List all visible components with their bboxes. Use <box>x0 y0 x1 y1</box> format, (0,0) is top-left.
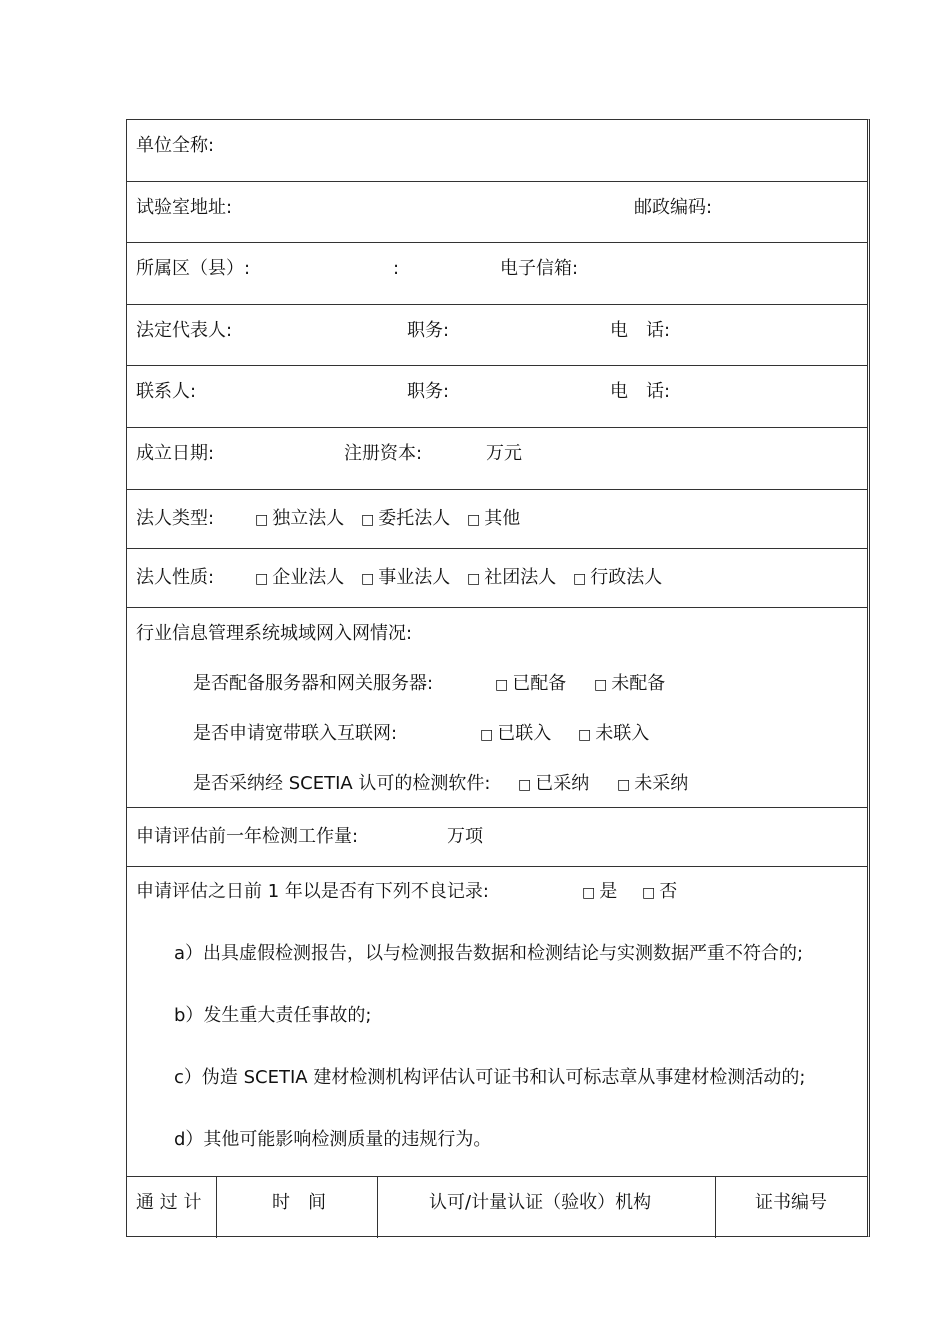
row-legal-nature <box>127 549 867 608</box>
checkbox-icon[interactable]: □ <box>361 512 375 528</box>
checkbox-icon[interactable]: □ <box>582 885 596 901</box>
bad-records-option-yes[interactable] <box>582 880 617 905</box>
option-label: 委托法人 <box>378 508 451 529</box>
option-label: 其他 <box>484 508 521 529</box>
network-label: 行业信息管理系统城域网入网情况: <box>136 623 413 644</box>
server-option-yes[interactable] <box>495 672 566 697</box>
legal-nature-option[interactable] <box>361 566 450 591</box>
software-option-yes[interactable] <box>518 772 589 797</box>
option-label: 企业法人 <box>272 567 345 588</box>
checkbox-icon[interactable]: □ <box>467 512 481 528</box>
checkbox-icon[interactable]: □ <box>518 777 532 793</box>
capital-label: 注册资本: <box>344 443 423 464</box>
row-legal-rep <box>127 305 867 366</box>
district-colon: : <box>393 258 400 279</box>
checkbox-icon[interactable]: □ <box>573 571 587 587</box>
bad-records-label: 申请评估之日前 1 年以是否有下列不良记录: <box>136 881 489 902</box>
option-label: 事业法人 <box>378 567 451 588</box>
postal-code-label: 邮政编码: <box>634 197 713 218</box>
checkbox-icon[interactable]: □ <box>617 777 631 793</box>
legal-rep-phone-label: 电 话: <box>610 320 671 341</box>
legal-rep-position-label: 职务: <box>407 320 450 341</box>
row-lab-address <box>127 182 867 243</box>
legal-type-label: 法人类型: <box>136 508 215 529</box>
broadband-option-no[interactable] <box>578 722 649 747</box>
option-label: 否 <box>659 881 678 902</box>
column-divider <box>377 1177 378 1238</box>
checkbox-icon[interactable]: □ <box>255 571 269 587</box>
bad-record-item: c）伪造 SCETIA 建材检测机构评估认可证书和认可标志章从事建材检测活动的; <box>174 1067 806 1088</box>
server-question: 是否配备服务器和网关服务器: <box>193 673 434 694</box>
legal-rep-label: 法定代表人: <box>136 320 233 341</box>
broadband-option-yes[interactable] <box>480 722 551 747</box>
email-label: 电子信箱: <box>500 258 579 279</box>
checkbox-icon[interactable]: □ <box>642 885 656 901</box>
checkbox-icon[interactable]: □ <box>255 512 269 528</box>
checkbox-icon[interactable]: □ <box>594 677 608 693</box>
cert-col-number: 证书编号 <box>755 1192 827 1213</box>
server-option-no[interactable] <box>594 672 665 697</box>
bad-record-item: b）发生重大责任事故的; <box>174 1005 372 1026</box>
workload-label: 申请评估前一年检测工作量: <box>136 826 359 847</box>
row-cert-header <box>127 1177 867 1238</box>
row-district <box>127 243 867 305</box>
cert-col-agency: 认可/计量认证（验收）机构 <box>429 1192 652 1213</box>
district-label: 所属区（县）: <box>136 258 251 279</box>
legal-nature-option[interactable] <box>467 566 556 591</box>
row-workload <box>127 808 867 867</box>
checkbox-icon[interactable]: □ <box>480 727 494 743</box>
cert-col-time: 时 间 <box>272 1192 326 1213</box>
row-unit-name <box>127 120 867 182</box>
unit-name-label: 单位全称: <box>136 135 215 156</box>
option-label: 已配备 <box>512 673 567 694</box>
bad-record-item: a）出具虚假检测报告，以与检测报告数据和检测结论与实测数据严重不符合的; <box>174 943 804 964</box>
checkbox-icon[interactable]: □ <box>578 727 592 743</box>
contact-phone-label: 电 话: <box>610 381 671 402</box>
column-divider <box>715 1177 716 1238</box>
contact-position-label: 职务: <box>407 381 450 402</box>
checkbox-icon[interactable]: □ <box>361 571 375 587</box>
legal-type-option[interactable] <box>361 507 450 532</box>
legal-nature-option[interactable] <box>573 566 662 591</box>
software-option-no[interactable] <box>617 772 688 797</box>
row-founding <box>127 428 867 490</box>
row-bad-records <box>127 867 867 1177</box>
founding-date-label: 成立日期: <box>136 443 215 464</box>
contact-label: 联系人: <box>136 381 197 402</box>
option-label: 已联入 <box>497 723 552 744</box>
legal-nature-option[interactable] <box>255 566 344 591</box>
cert-col-pass: 通 过 计 <box>136 1192 202 1213</box>
option-label: 未联入 <box>595 723 650 744</box>
column-divider <box>216 1177 217 1238</box>
bad-record-item: d）其他可能影响检测质量的违规行为。 <box>174 1129 492 1150</box>
legal-type-option[interactable] <box>255 507 344 532</box>
lab-address-label: 试验室地址: <box>136 197 233 218</box>
option-label: 未配备 <box>611 673 666 694</box>
application-form <box>126 119 870 1237</box>
bad-records-option-no[interactable] <box>642 880 677 905</box>
software-question: 是否采纳经 SCETIA 认可的检测软件: <box>193 773 491 794</box>
capital-unit: 万元 <box>486 443 522 464</box>
row-network <box>127 608 867 808</box>
legal-type-option[interactable] <box>467 507 520 532</box>
checkbox-icon[interactable]: □ <box>467 571 481 587</box>
option-label: 是 <box>599 881 618 902</box>
workload-unit: 万项 <box>447 826 483 847</box>
option-label: 社团法人 <box>484 567 557 588</box>
row-contact <box>127 366 867 428</box>
legal-nature-label: 法人性质: <box>136 567 215 588</box>
option-label: 独立法人 <box>272 508 345 529</box>
checkbox-icon[interactable]: □ <box>495 677 509 693</box>
broadband-question: 是否申请宽带联入互联网: <box>193 723 398 744</box>
option-label: 未采纳 <box>634 773 689 794</box>
option-label: 行政法人 <box>590 567 663 588</box>
row-legal-type <box>127 490 867 549</box>
option-label: 已采纳 <box>535 773 590 794</box>
